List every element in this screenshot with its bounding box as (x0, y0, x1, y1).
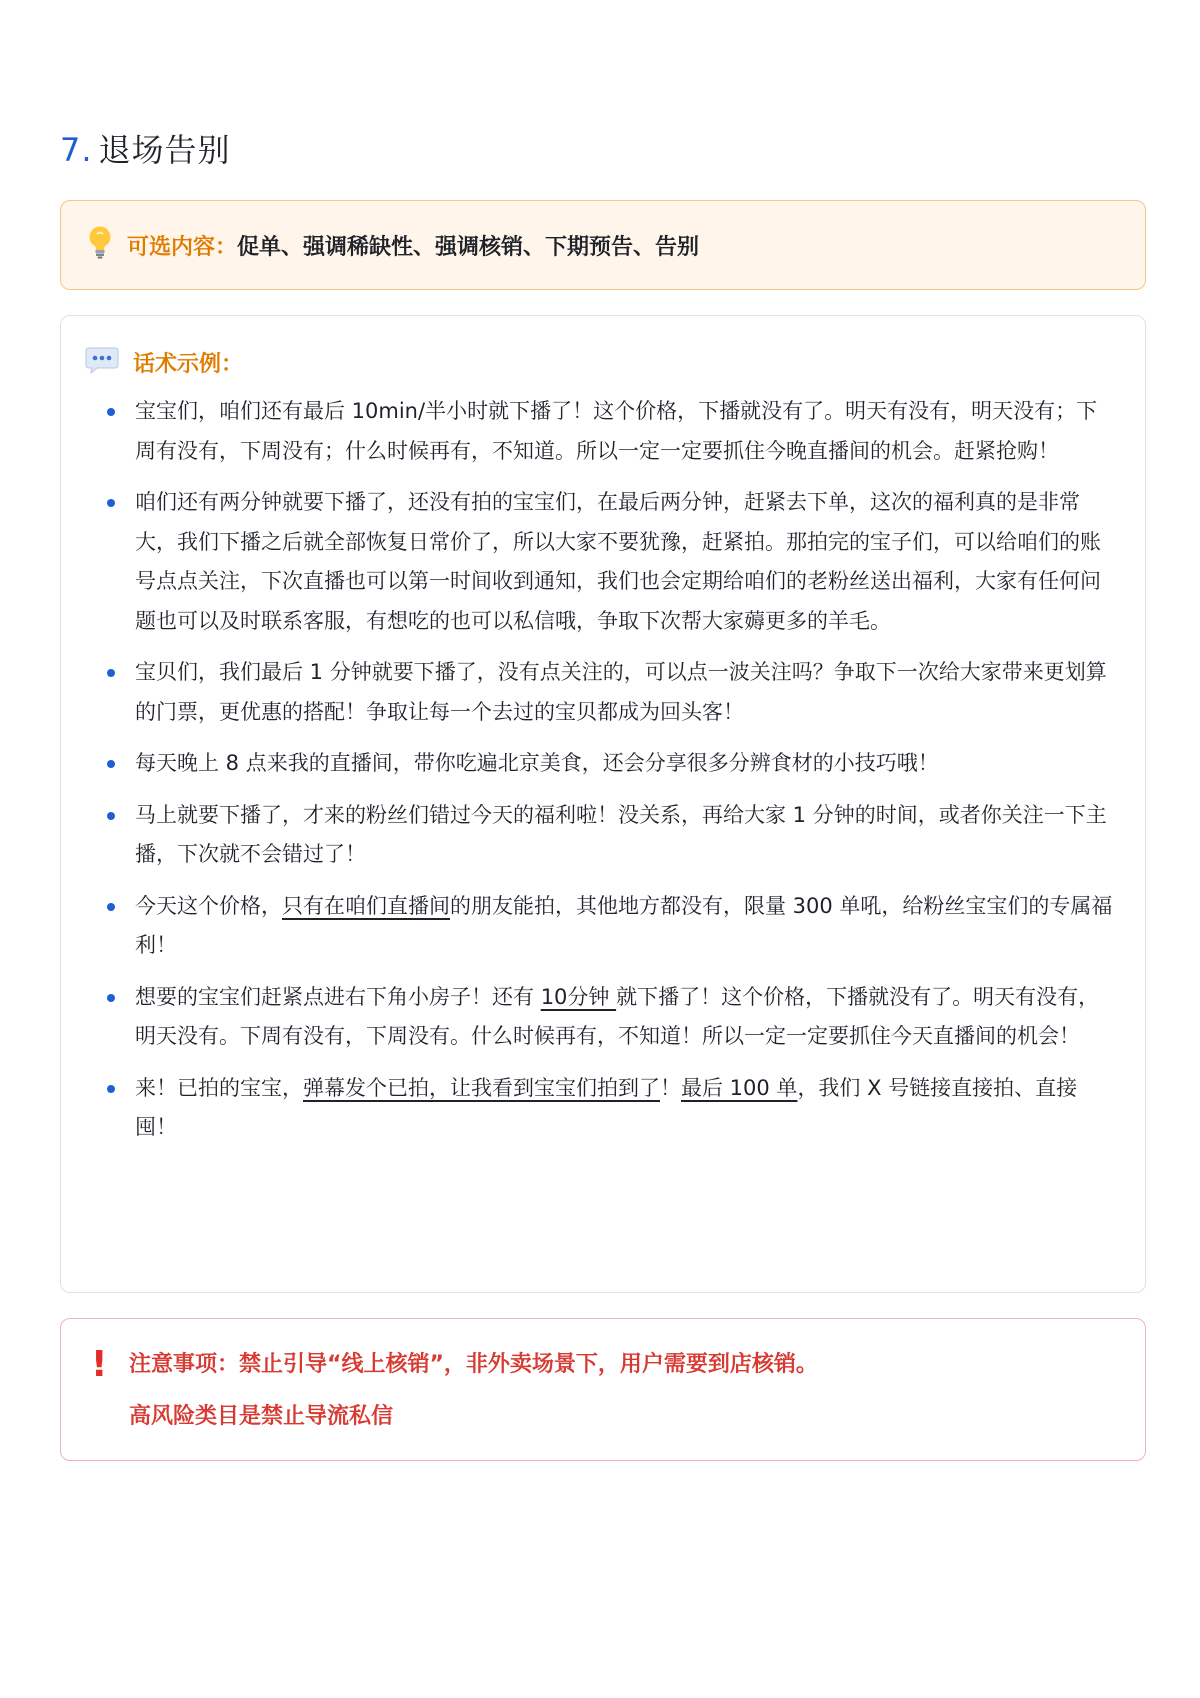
example-text: 宝贝们，我们最后 1 分钟就要下播了，没有点关注的，可以点一波关注吗？争取下一次给大家带来更划算的门票，更优惠的搭配！争取让每一个去过的宝贝都成为回头客！ (135, 660, 1107, 724)
section-title: 退场告别 (98, 131, 231, 169)
underlined-text: 最后 100 单 (681, 1075, 798, 1100)
example-item (135, 887, 1117, 966)
example-item (135, 744, 1117, 784)
examples-title: 话术示例： (133, 351, 244, 377)
example-text: 今天这个价格， (135, 893, 282, 918)
example-item (135, 483, 1117, 641)
example-text: 的朋友能拍，其他地方都没有，限量 300 单吼，给粉丝宝宝们的专属福利！ (135, 893, 1113, 957)
exclamation-icon: ! (91, 1344, 108, 1385)
example-text: ，我们 X 号链接直接拍、直接囤！ (135, 1075, 1078, 1139)
lightbulb-icon (87, 225, 113, 265)
example-item (135, 392, 1117, 471)
section-number: 7. (60, 131, 93, 169)
example-text: 就下播了！这个价格，下播就没有了。明天有没有，明天没有。下周有没有，下周没有。什么时候再有，不知道！所以一定一定要抓住今天直播间的机会！ (135, 984, 1100, 1048)
underlined-text: 10分钟 (540, 984, 617, 1009)
example-text: 想要的宝宝们赶紧点进右下角小房子！还有 (135, 984, 541, 1009)
warning-row (91, 1344, 1145, 1443)
tip-callout (60, 200, 1146, 290)
tip-label: 可选内容： (127, 234, 238, 260)
warning-line-2: 高风险类目是禁止导流私信 (129, 1404, 394, 1429)
warning-callout (60, 1318, 1146, 1461)
underlined-text: 只有在咱们直播间 (282, 893, 450, 918)
example-text: 来！已拍的宝宝， (135, 1075, 303, 1100)
examples-header (85, 344, 1117, 380)
example-text: 马上就要下播了，才来的粉丝们错过今天的福利啦！没关系，再给大家 1 分钟的时间，或者你关注一下主播，下次就不会错过了！ (135, 802, 1107, 866)
examples-list (85, 392, 1117, 1148)
tip-body: 促单、强调稀缺性、强调核销、下期预告、告别 (237, 234, 700, 260)
example-item (135, 796, 1117, 875)
tip-text (127, 230, 699, 261)
example-item (135, 653, 1117, 732)
section-heading (60, 128, 231, 172)
example-text: 宝宝们，咱们还有最后 10min/半小时就下播了！这个价格，下播就没有了。明天有没有，明天没有；下周有没有，下周没有；什么时候再有，不知道。所以一定一定要抓住今晚直播间的机会。赶紧抢购！ (135, 399, 1098, 463)
example-item (135, 1069, 1117, 1148)
example-text: 每天晚上 8 点来我的直播间，带你吃遍北京美食，还会分享很多分辨食材的小技巧哦！ (135, 751, 939, 775)
speech-bubble-icon (85, 346, 119, 378)
warning-line-1: 注意事项：禁止引导“线上核销”，非外卖场景下，用户需要到店核销。 (129, 1352, 818, 1377)
warning-text (129, 1339, 818, 1443)
example-text: ！ (660, 1075, 681, 1100)
example-item (135, 978, 1117, 1057)
underlined-text: 弹幕发个已拍，让我看到宝宝们拍到了 (303, 1075, 660, 1100)
examples-callout (60, 315, 1146, 1293)
example-text: 咱们还有两分钟就要下播了，还没有拍的宝宝们，在最后两分钟，赶紧去下单，这次的福利真的是非常大，我们下播之后就全部恢复日常价了，所以大家不要犹豫，赶紧拍。那拍完的宝子们，可以给咱们的账号点点关注，下次直播也可以第一时间收到通知，我们也会定期给咱们的老粉丝送出福利，大家有任何问题也可以及时联系客服，有想吃的也可以私信哦，争取下次帮大家薅更多的羊毛。 (135, 490, 1101, 633)
